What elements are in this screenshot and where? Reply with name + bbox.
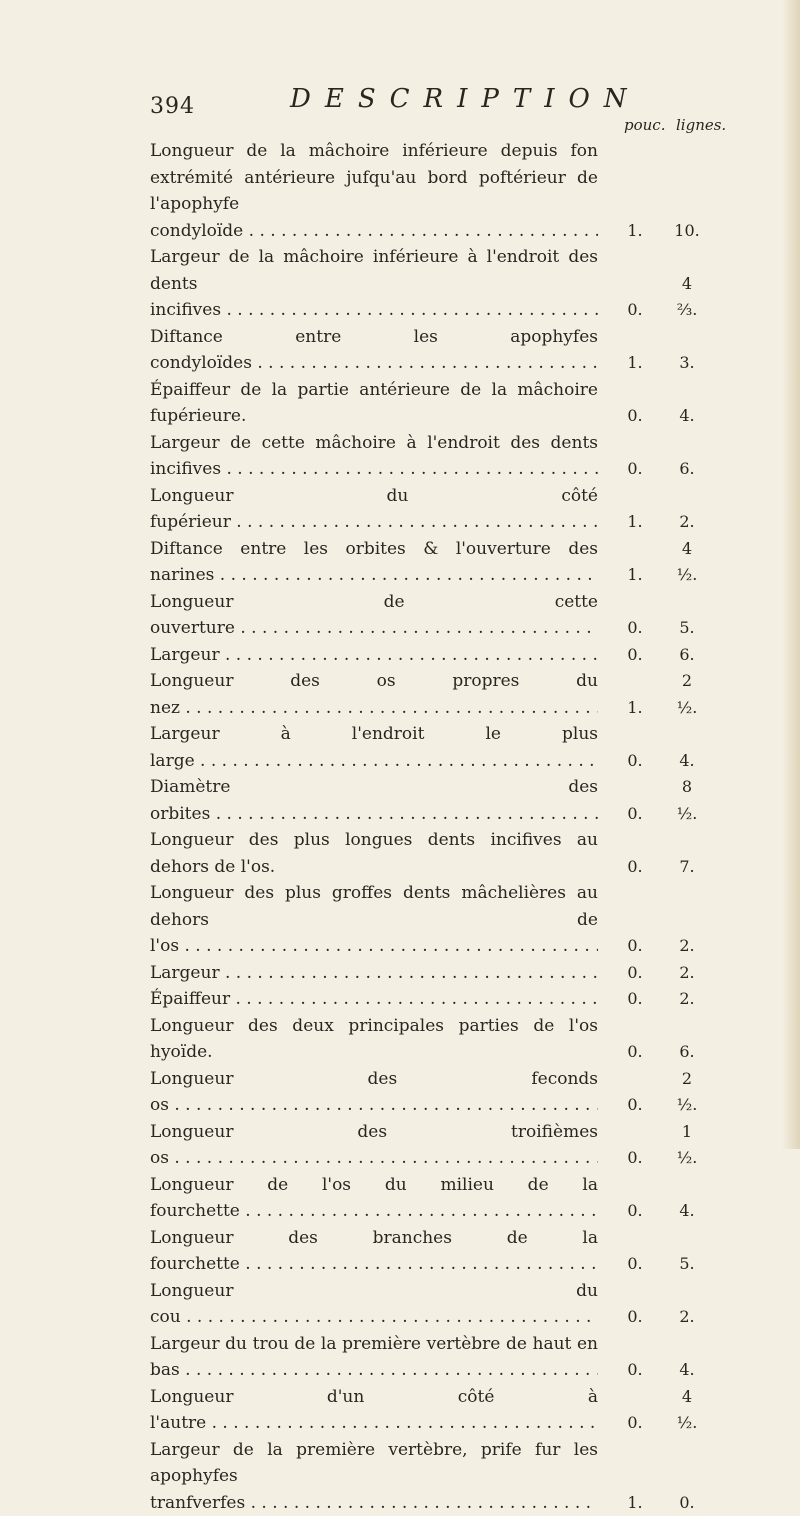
table-row [150,1225,762,1278]
entry-label: Largeur de la mâchoire inférieure à l'endroit des dents incifives . . . [150,244,598,324]
entry-pouces: 0. [620,748,650,775]
table-row [150,536,762,589]
entry-label: Largeur du trou de la première vertèbre de haut en bas . . . [150,1331,598,1384]
table-row [150,642,762,669]
entry-lignes: 7. [672,854,702,881]
table-row [150,483,762,536]
entry-label: Longueur du côté fupérieur . . . [150,483,598,536]
entry-lignes: 2. [672,960,702,987]
entry-pouces: 0. [620,986,650,1013]
entry-pouces: 0. [620,854,650,881]
entry-pouces: 0. [620,403,650,430]
table-row [150,138,762,244]
table-row [150,880,762,960]
page-edge [782,0,800,1149]
entry-lignes: 4. [672,1198,702,1225]
entry-lignes: 5. [672,615,702,642]
table-row [150,827,762,880]
entry-lignes: 2. [672,933,702,960]
running-head: DESCRIPTION [290,84,641,114]
table-row [150,1278,762,1331]
entry-label: Largeur de la première vertèbre, prife fur les apophyfes tranfverfes . . . [150,1437,598,1516]
table-row [150,1437,762,1516]
entry-lignes: 4 ½. [672,536,702,589]
table-row [150,1384,762,1437]
entry-lignes: 5. [672,1251,702,1278]
entry-lignes: 4. [672,1357,702,1384]
entry-label: Longueur d'un côté à l'autre . . . [150,1384,598,1437]
entry-pouces: 1. [620,695,650,722]
entry-pouces: 1. [620,218,650,245]
entry-pouces: 0. [620,1251,650,1278]
entry-label: Largeur à l'endroit le plus large . . . [150,721,598,774]
entry-lignes: 3. [672,350,702,377]
entry-pouces: 0. [620,933,650,960]
entry-label: Diftance entre les apophyfes condyloïdes . . . [150,324,598,377]
entry-pouces: 1. [620,562,650,589]
entry-pouces: 0. [620,456,650,483]
entry-pouces: 0. [620,1357,650,1384]
entry-label: Longueur des feconds os . . . [150,1066,598,1119]
entry-pouces: 0. [620,1145,650,1172]
table-row [150,986,762,1013]
entry-lignes: 4 ½. [672,1384,702,1437]
entry-label: Longueur de la mâchoire inférieure depuis fon extrémité antérieure jufqu'au bord poftérieur de l'apophyfe condyloïde . . . [150,138,598,244]
entry-label: Longueur des plus groffes dents mâchelières au dehors de l'os . . . [150,880,598,960]
entry-pouces: 1. [620,1490,650,1516]
entry-pouces: 0. [620,297,650,324]
entry-pouces: 0. [620,1198,650,1225]
entry-lignes: 4. [672,403,702,430]
entry-lignes: 4. [672,748,702,775]
entry-lignes: 6. [672,642,702,669]
entry-lignes: 2. [672,1304,702,1331]
entry-label: Longueur des os propres du nez . . . [150,668,598,721]
entry-label: Longueur des deux principales parties de l'os hyoïde. [150,1013,598,1066]
entry-lignes: 6. [672,456,702,483]
table-row [150,377,762,430]
entry-label: Longueur de l'os du milieu de la fourchette . . . [150,1172,598,1225]
column-header-lignes: lignes. [676,116,726,134]
entry-label: Largeur . . . [150,642,598,669]
entry-lignes: 8 ½. [672,774,702,827]
entry-lignes: 2 ½. [672,668,702,721]
entry-lignes: 2. [672,986,702,1013]
entry-label: Longueur des branches de la fourchette . . . [150,1225,598,1278]
entry-pouces: 0. [620,801,650,828]
entry-pouces: 0. [620,642,650,669]
entry-lignes: 1 ½. [672,1119,702,1172]
column-header-pouces: pouc. [624,116,665,134]
entry-lignes: 4 ⅔. [672,271,702,324]
table-row [150,1013,762,1066]
entry-pouces: 0. [620,960,650,987]
table-row [150,244,762,324]
table-row [150,430,762,483]
table-row [150,324,762,377]
entry-lignes: 2 ½. [672,1066,702,1119]
entry-label: Épaiffeur . . . [150,986,598,1013]
table-row [150,1331,762,1384]
entry-label: Largeur de cette mâchoire à l'endroit des dents incifives . . . [150,430,598,483]
table-row [150,1066,762,1119]
table-row [150,1119,762,1172]
table-row [150,721,762,774]
entry-pouces: 0. [620,1039,650,1066]
entry-lignes: 6. [672,1039,702,1066]
entry-pouces: 1. [620,350,650,377]
entry-label: Largeur . . . [150,960,598,987]
measurement-table [150,138,770,1516]
entry-lignes: 2. [672,509,702,536]
entry-pouces: 1. [620,509,650,536]
entry-label: Diamètre des orbites . . . [150,774,598,827]
entry-lignes: 10. [672,218,702,245]
page-number: 394 [150,94,195,119]
table-row [150,960,762,987]
entry-label: Épaiffeur de la partie antérieure de la mâchoire fupérieure. [150,377,598,430]
entry-label: Longueur de cette ouverture . . . [150,589,598,642]
entry-pouces: 0. [620,1410,650,1437]
table-row [150,774,762,827]
entry-label: Longueur des plus longues dents incifives au dehors de l'os. [150,827,598,880]
entry-label: Diftance entre les orbites & l'ouverture des narines . . . [150,536,598,589]
entry-label: Longueur du cou . . . [150,1278,598,1331]
table-row [150,1172,762,1225]
entry-label: Longueur des troifièmes os . . . [150,1119,598,1172]
entry-pouces: 0. [620,1304,650,1331]
entry-pouces: 0. [620,615,650,642]
entry-pouces: 0. [620,1092,650,1119]
entry-lignes: 0. [672,1490,702,1516]
table-row [150,589,762,642]
table-row [150,668,762,721]
